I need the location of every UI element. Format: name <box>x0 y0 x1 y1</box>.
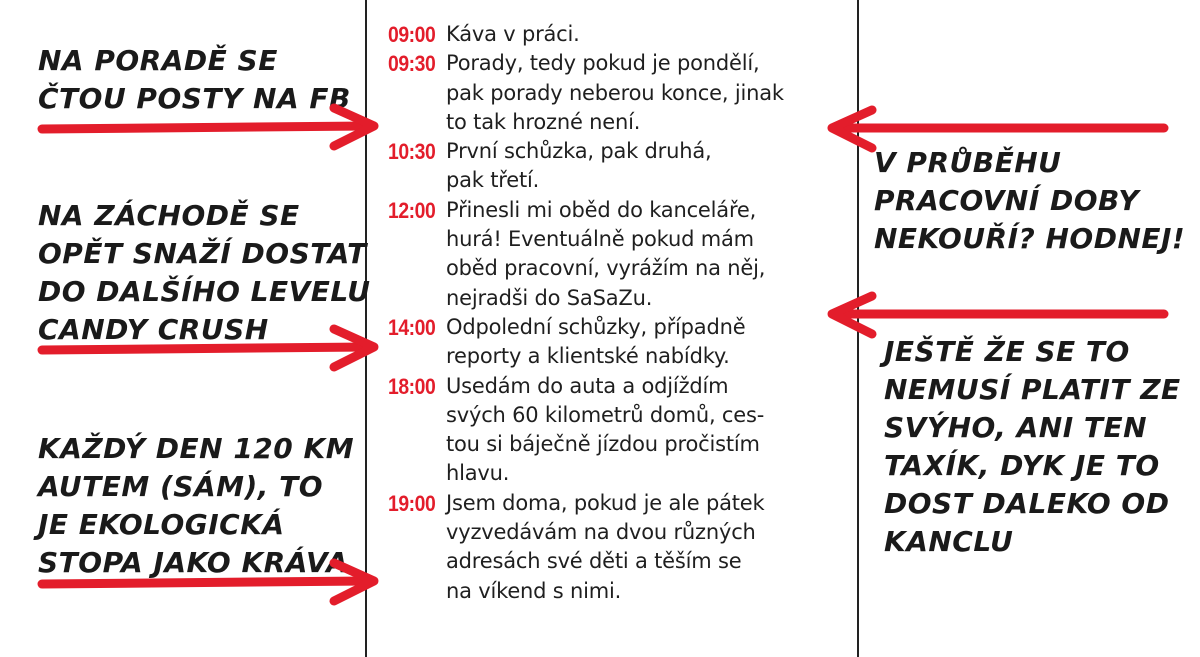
arrow-right-icon <box>40 325 380 371</box>
arrow-right-icon <box>40 104 380 150</box>
schedule-time: 18:00 <box>388 373 436 399</box>
schedule-entry <box>388 196 858 313</box>
arrow-left-icon <box>826 292 1168 338</box>
right-note-taxi: JEŠTĚ ŽE SE TO NEMUSÍ PLATIT ZE SVÝHO, ANI TEN TAXÍK, DYK JE TO DOST DALEKO OD KANCLU <box>884 335 1181 558</box>
schedule-entry <box>388 372 858 489</box>
schedule-time: 09:30 <box>388 51 436 77</box>
schedule-time: 14:00 <box>388 314 436 340</box>
schedule-entry <box>388 489 858 606</box>
left-note-candy-crush: NA ZÁCHODĚ SE OPĚT SNAŽÍ DOSTAT DO DALŠÍHO LEVELU CANDY CRUSH <box>38 199 371 346</box>
arrow-left-icon <box>826 106 1168 152</box>
schedule-entry <box>388 20 858 49</box>
left-note-commute: KAŽDÝ DEN 120 KM AUTEM (SÁM), TO JE EKOLOGICKÁ STOPA JAKO KRÁVA <box>38 432 355 579</box>
schedule-time: 09:00 <box>388 22 436 47</box>
schedule-time: 19:00 <box>388 490 436 516</box>
schedule-entry <box>388 137 858 196</box>
schedule-text: Jsem doma, pokud je ale pátek vyzvedávám na dvou různých adresách své děti a těším se na víkend s nimi. <box>446 490 765 603</box>
schedule-entry <box>388 49 858 137</box>
left-note-facebook: NA PORADĚ SE ČTOU POSTY NA FB <box>38 44 351 115</box>
schedule-text: Přinesli mi oběd do kanceláře, hurá! Eventuálně pokud mám oběd pracovní, vyrážím na něj, nejradši do SaSaZu. <box>446 197 766 310</box>
arrow-right-icon <box>40 559 380 605</box>
schedule-text: První schůzka, pak druhá, pak třetí. <box>446 139 712 193</box>
schedule-text: Porady, tedy pokud je pondělí, pak porady neberou konce, jinak to tak hrozné není. <box>446 51 784 134</box>
schedule-time: 12:00 <box>388 197 436 223</box>
right-note-smoking: V PRŮBĚHU PRACOVNÍ DOBY NEKOUŘÍ? HODNEJ! <box>874 146 1186 255</box>
schedule-time: 10:30 <box>388 139 436 165</box>
schedule-text: Káva v práci. <box>446 22 580 46</box>
daily-schedule <box>388 20 858 606</box>
schedule-text: Odpolední schůzky, případně reporty a klientské nabídky. <box>446 314 746 369</box>
schedule-entry <box>388 313 858 372</box>
schedule-text: Usedám do auta a odjíždím svých 60 kilometrů domů, ces- tou si báječně jízdou pročistím hlavu. <box>446 373 765 486</box>
